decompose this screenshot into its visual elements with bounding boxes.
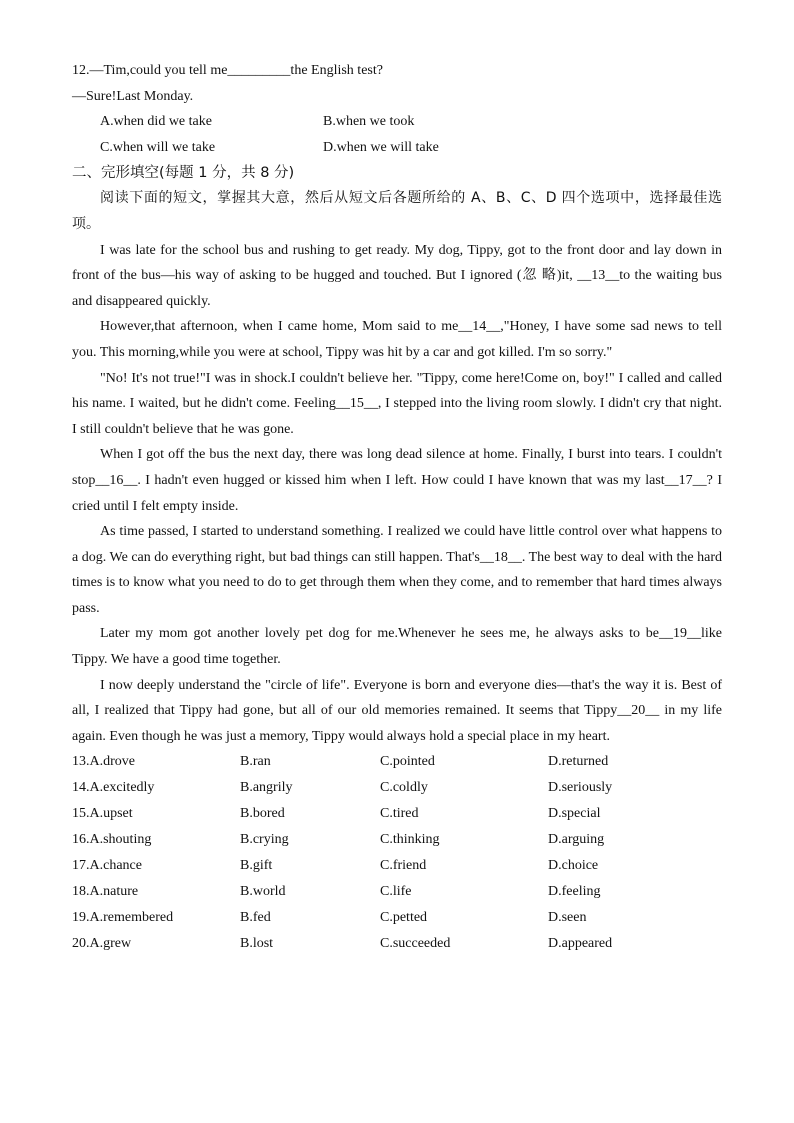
- choice-17-a: 17.A.chance: [72, 858, 142, 873]
- choice-20-d: D.appeared: [548, 935, 613, 951]
- choice-17-c: C.friend: [380, 858, 427, 873]
- passage-paragraph: "No! It's not true!"I was in shock.I couldn't believe her. "Tippy, come here!Come on, boy!" I called and called his name. I waited, but he didn't come. Feeling__15__, I stepped into the living room slowly. I didn't cry that night. I still couldn't believe that he was gone.: [72, 370, 722, 437]
- choice-18-a: 18.A.nature: [72, 883, 139, 899]
- passage-paragraph: I now deeply understand the "circle of life". Everyone is born and everyone dies—that's the way it is. Best of all, I realized that Tippy had gone, but all of our old memories remained. It seems that Tippy__20__ in my life again. Even though he was just a memory, Tippy would always hold a special place in my heart.: [72, 677, 722, 744]
- choice-20-a: 20.A.grew: [72, 935, 132, 951]
- choice-14-c: C.coldly: [380, 780, 428, 796]
- choice-20-c: C.succeeded: [380, 935, 451, 951]
- question-12-options-row-1: [72, 109, 722, 135]
- choice-19-d: D.seen: [548, 909, 587, 925]
- choice-19-c: C.petted: [380, 909, 428, 925]
- choice-13-c: C.pointed: [380, 754, 435, 770]
- choice-15-c: C.tired: [380, 806, 419, 822]
- choice-16-a: 16.A.shouting: [72, 832, 152, 848]
- question-12-stem: 12.—Tim,could you tell me_________the English test?: [72, 63, 383, 78]
- passage-paragraph: When I got off the bus the next day, there was long dead silence at home. Finally, I burst into tears. I couldn't stop__16__. I hadn't even hugged or kissed him when I left. How could I have known that was my last__17__? I cried until I felt empty inside.: [72, 447, 722, 514]
- document-page: [72, 58, 722, 957]
- choice-18-d: D.feeling: [548, 883, 601, 899]
- choice-13-b: B.ran: [240, 754, 271, 770]
- option-b: B.when we took: [323, 114, 415, 130]
- choice-16-c: C.thinking: [380, 832, 440, 848]
- choice-16-b: B.crying: [240, 832, 289, 848]
- passage-paragraph: As time passed, I started to understand something. I realized we could have little control over what happens to a dog. We can do everything right, but bad things can still happen. That's__18__. The best way to deal with the hard times is to know what you need to do to get through them when they come, and to remember that hard times always pass.: [72, 524, 722, 616]
- choice-15-d: D.special: [548, 806, 601, 822]
- section-heading: 二、完形填空(每题 1 分，共 8 分): [72, 165, 295, 182]
- section-instruction: 阅读下面的短文，掌握其大意，然后从短文后各题所给的 A、B、C、D 四个选项中，选择最佳选项。: [72, 190, 722, 232]
- choice-14-b: B.angrily: [240, 780, 293, 796]
- choice-20-b: B.lost: [240, 935, 274, 951]
- choice-17-d: D.choice: [548, 858, 599, 873]
- answer-choices-grid: [72, 749, 722, 956]
- choice-18-b: B.world: [240, 883, 286, 899]
- choice-19-b: B.fed: [240, 909, 271, 925]
- passage-paragraph: I was late for the school bus and rushing to get ready. My dog, Tippy, got to the front door and lay down in front of the bus—his way of asking to be hugged and touched. But I ignored (忽 略)it, __13__to the waiting bus and disappeared quickly.: [72, 242, 722, 309]
- question-12-answer-line: —Sure!Last Monday.: [72, 88, 194, 104]
- choice-15-b: B.bored: [240, 806, 285, 822]
- choice-16-d: D.arguing: [548, 832, 605, 848]
- choice-14-d: D.seriously: [548, 780, 613, 796]
- choice-18-c: C.life: [380, 883, 412, 899]
- choice-17-b: B.gift: [240, 858, 273, 873]
- choice-13-a: 13.A.drove: [72, 754, 135, 770]
- choice-13-d: D.returned: [548, 754, 609, 770]
- choice-14-a: 14.A.excitedly: [72, 780, 155, 796]
- choice-19-a: 19.A.remembered: [72, 909, 174, 925]
- option-a: A.when did we take: [100, 114, 212, 130]
- option-d: D.when we will take: [323, 139, 439, 155]
- passage-paragraph: However,that afternoon, when I came home, Mom said to me__14__,"Honey, I have some sad news to tell you. This morning,while you were at school, Tippy was hit by a car and got killed. I'm so sorry.": [72, 319, 722, 360]
- question-12-options-row-2: [72, 135, 722, 161]
- option-c: C.when will we take: [100, 139, 216, 155]
- passage-paragraph: Later my mom got another lovely pet dog for me.Whenever he sees me, he always asks to be__19__like Tippy. We have a good time together.: [72, 626, 722, 668]
- choice-15-a: 15.A.upset: [72, 806, 133, 822]
